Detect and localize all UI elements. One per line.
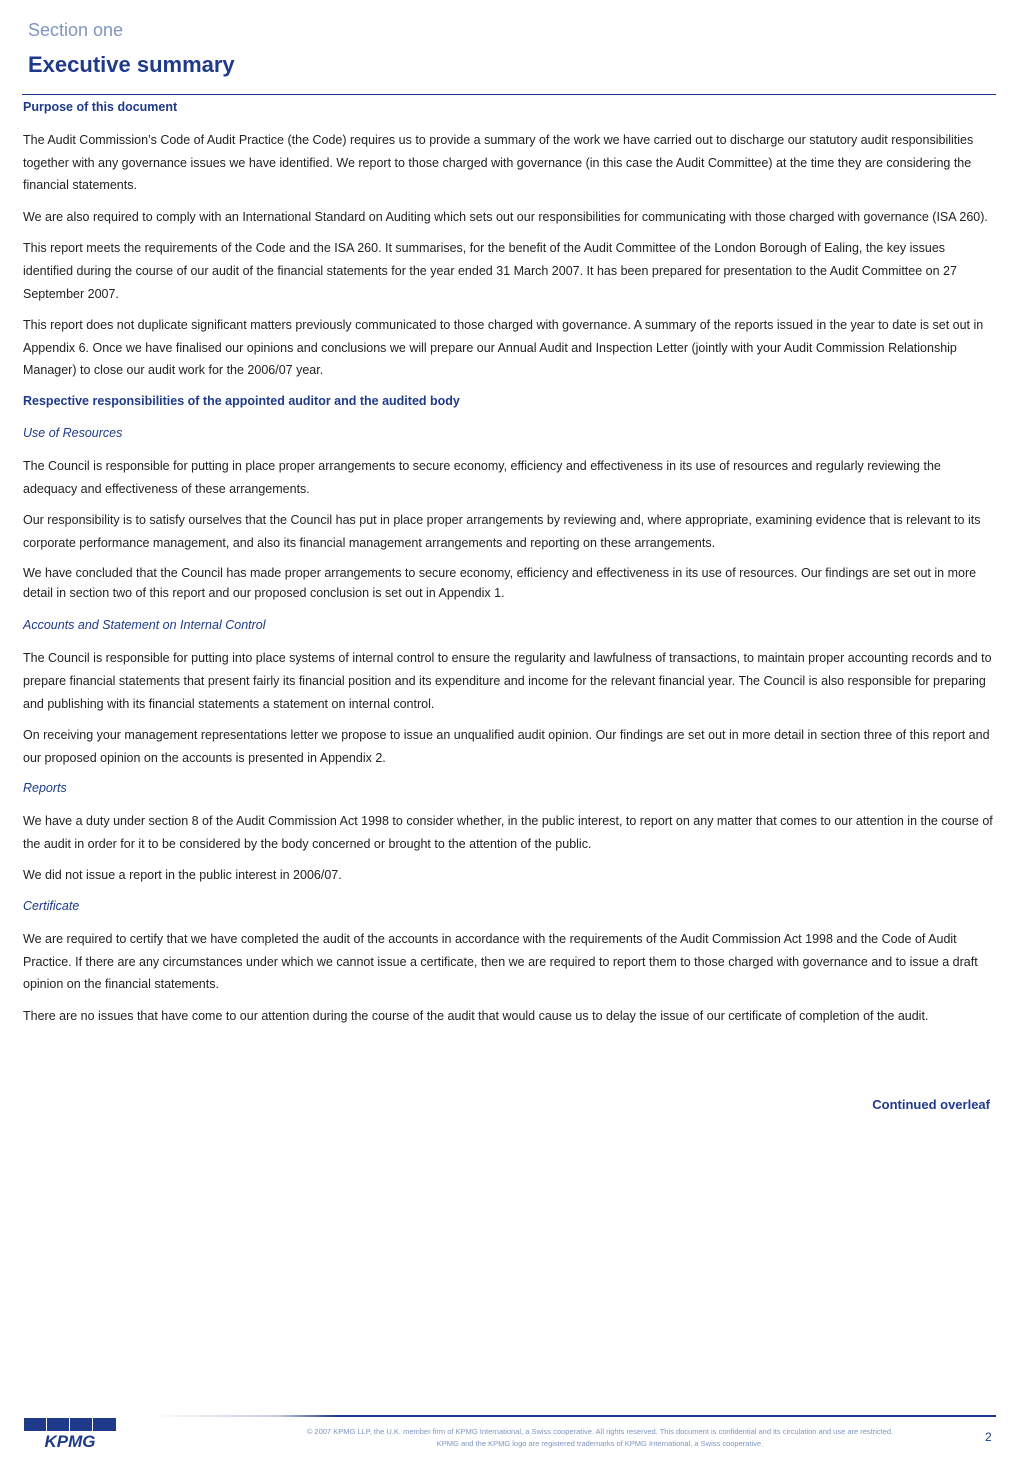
continued-overleaf-label: Continued overleaf [872,1097,990,1112]
copyright-notice [290,1426,910,1450]
footer-divider [150,1415,996,1417]
paragraph: We did not issue a report in the public interest in 2006/07. [23,868,342,883]
trademark-line: KPMG and the KPMG logo are registered trademarks of KPMG International, a Swiss cooperative. [436,1439,764,1448]
paragraph: Our responsibility is to satisfy ourselves that the Council has put in place proper arrangements by reviewing and, where appropriate, examining evidence that is relevant to its corporate performance management, and also its financial management arrangements and reporting on these arrangements. [23,513,981,550]
accounts-subheading: Accounts and Statement on Internal Control [23,618,266,633]
section-label: Section one [28,20,124,40]
document-body [23,97,993,1036]
paragraph: We have concluded that the Council has made proper arrangements to secure economy, efficiency and effectiveness in its use of resources. Our findings are set out in more detail in section two of this report and our proposed conclusion is set out in Appendix 1. [23,566,977,601]
use-of-resources-subheading: Use of Resources [23,425,123,440]
paragraph: We have a duty under section 8 of the Audit Commission Act 1998 to consider whether, in the public interest, to report on any matter that comes to our attention in the course of the audit in order for it to be considered by the body concerned or brought to the attention of the public. [23,814,993,851]
title-divider [22,94,996,95]
kpmg-logo [24,1418,116,1448]
reports-subheading: Reports [23,781,67,796]
page-number: 2 [985,1430,992,1444]
paragraph: The Council is responsible for putting in place proper arrangements to secure economy, efficiency and effectiveness in its use of resources and regularly reviewing the adequacy and effectiveness of these arrangements. [23,458,941,496]
paragraph: This report meets the requirements of the Code and the ISA 260. It summarises, for the benefit of the Audit Committee of the London Borough of Ealing, the key issues identified during the course of our audit of the financial statements for the year ended 31 March 2007. It has been prepared for presentation to the Audit Committee on 27 September 2007. [23,241,957,301]
paragraph: The Audit Commission’s Code of Audit Practice (the Code) requires us to provide a summary of the work we have carried out to discharge our statutory audit responsibilities together with any governance issues we have identified. We report to those charged with governance (in this case the Audit Committee) at the time they are considering the financial statements. [23,133,974,193]
paragraph: We are required to certify that we have completed the audit of the accounts in accordance with the requirements of the Audit Commission Act 1998 and the Code of Audit Practice. If there are any circumstances under which we cannot issue a certificate, then we are required to report them to those charged with governance and to issue a draft opinion on the financial statements. [23,932,978,992]
page-title: Executive summary [28,52,235,77]
paragraph: This report does not duplicate significant matters previously communicated to those charged with governance. A summary of the reports issued in the year to date is set out in Appendix 6. Once we have finalised our opinions and conclusions we will prepare our Annual Audit and Inspection Letter (jointly with your Audit Commission Relationship Manager) to close our audit work for the 2006/07 year. [23,318,984,378]
copyright-line: © 2007 KPMG LLP, the U.K. member firm of KPMG International, a Swiss cooperative. All rights reserved. This document is confidential and its circulation and use are restricted. [306,1427,894,1436]
paragraph: We are also required to comply with an International Standard on Auditing which sets out our responsibilities for communicating with those charged with governance (ISA 260). [23,209,988,224]
svg-text:KPMG: KPMG [44,1432,96,1448]
responsibilities-heading: Respective responsibilities of the appointed auditor and the audited body [23,393,460,408]
certificate-subheading: Certificate [23,899,80,914]
paragraph: On receiving your management representations letter we propose to issue an unqualified audit opinion. Our findings are set out in more detail in section three of this report and our proposed opinion on the accounts is presented in Appendix 2. [23,728,990,765]
paragraph: There are no issues that have come to our attention during the course of the audit that would cause us to delay the issue of our certificate of completion of the audit. [23,1008,929,1023]
paragraph: The Council is responsible for putting into place systems of internal control to ensure the regularity and lawfulness of transactions, to maintain proper accounting records and to prepare financial statements that present fairly its financial position and its expenditure and income for the relevant financial year. The Council is also responsible for preparing and publishing with its financial statements a statement on internal control. [23,651,992,711]
purpose-heading: Purpose of this document [23,100,178,114]
